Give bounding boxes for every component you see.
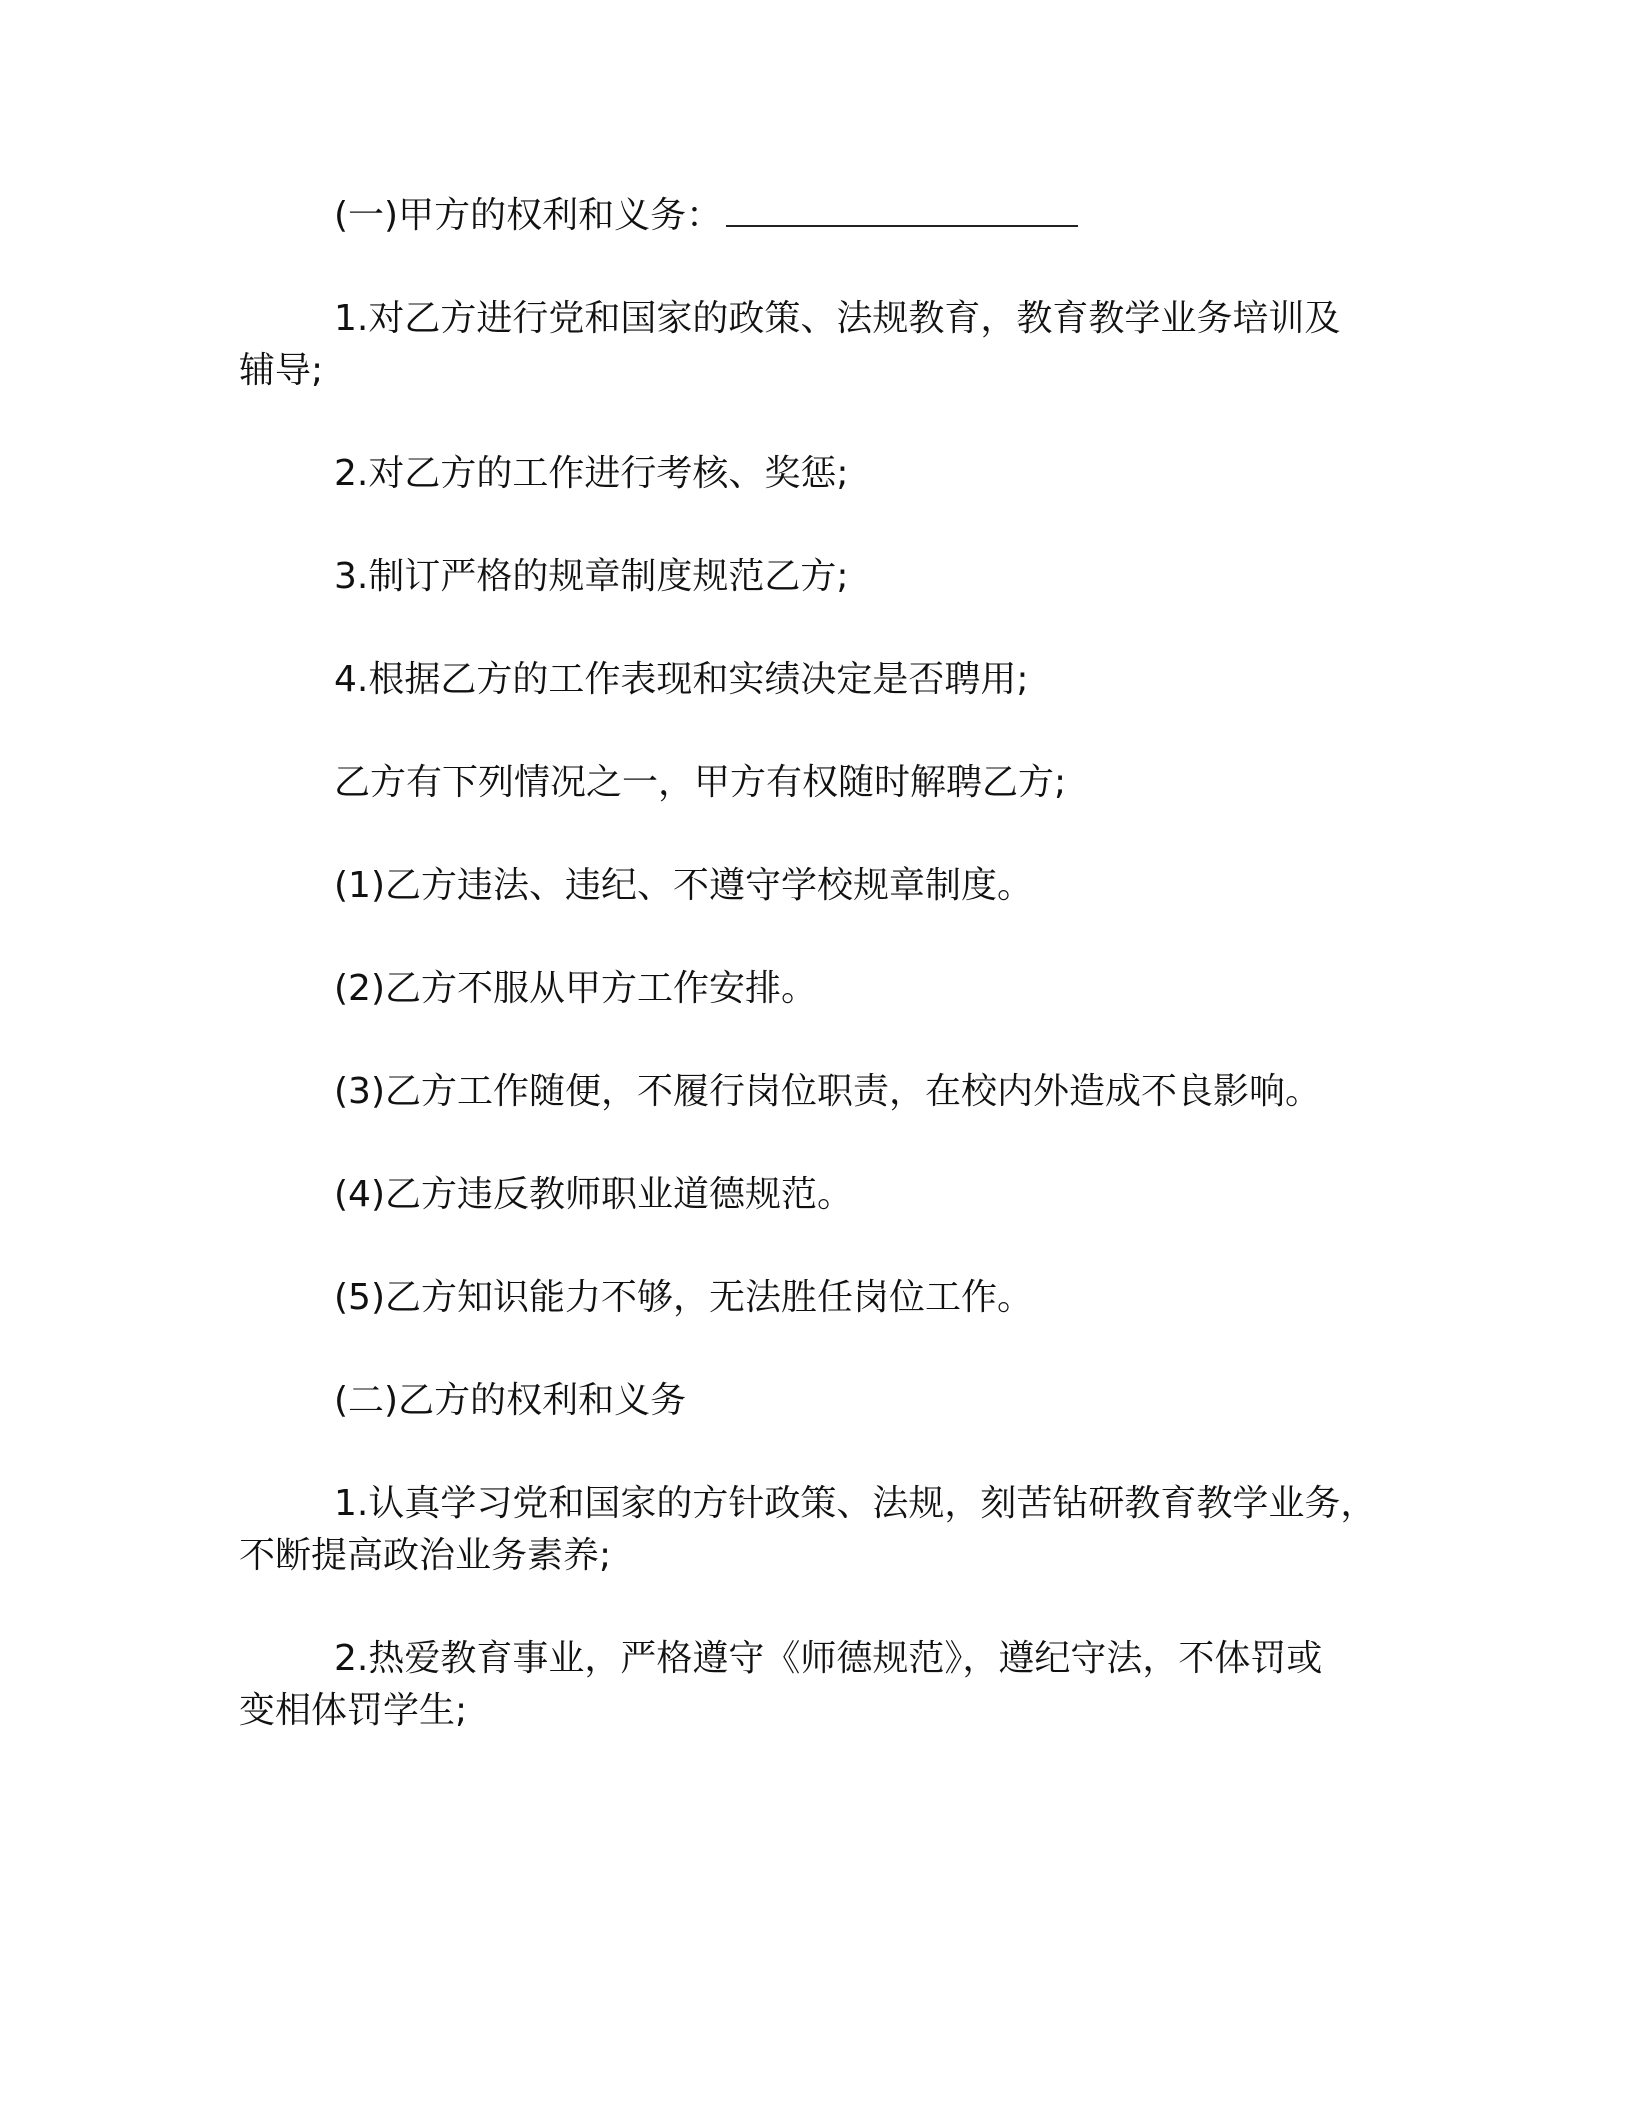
b-item2-line2: 变相体罚学生; <box>239 1690 468 1731</box>
dismissal-intro: 乙方有下列情况之一，甲方有权随时解聘乙方; <box>334 762 1067 803</box>
a-item1-line2: 辅导; <box>239 350 324 391</box>
dismissal-item-2: (2)乙方不服从甲方工作安排。 <box>334 968 817 1009</box>
section-b-heading: (二)乙方的权利和义务 <box>334 1380 687 1421</box>
dismissal-item-4: (4)乙方违反教师职业道德规范。 <box>334 1174 853 1215</box>
section-a-heading-row <box>239 190 1399 242</box>
a-item4: 4.根据乙方的工作表现和实绩决定是否聘用; <box>334 659 1029 700</box>
fill-in-blank-line <box>726 191 1078 227</box>
list-item <box>239 1478 1399 1582</box>
dismissal-item-1: (1)乙方违法、违纪、不遵守学校规章制度。 <box>334 865 1033 906</box>
a-item1-line1: 1.对乙方进行党和国家的政策、法规教育，教育教学业务培训及 <box>334 298 1341 339</box>
dismissal-item-3: (3)乙方工作随便，不履行岗位职责，在校内外造成不良影响。 <box>334 1071 1321 1112</box>
b-item1-line1: 1.认真学习党和国家的方针政策、法规，刻苦钻研教育教学业务， <box>334 1483 1377 1524</box>
b-item1-line2: 不断提高政治业务素养; <box>239 1535 612 1576</box>
b-item2-line1: 2.热爱教育事业，严格遵守《师德规范》，遵纪守法，不体罚或 <box>334 1638 1323 1679</box>
dismissal-item-5: (5)乙方知识能力不够，无法胜任岗位工作。 <box>334 1277 1033 1318</box>
document-body <box>239 190 1399 1737</box>
a-item2: 2.对乙方的工作进行考核、奖惩; <box>334 453 849 494</box>
list-item <box>239 293 1399 397</box>
section-a-heading: (一)甲方的权利和义务： <box>334 195 723 236</box>
list-item <box>239 1633 1399 1737</box>
a-item3: 3.制订严格的规章制度规范乙方; <box>334 556 849 597</box>
